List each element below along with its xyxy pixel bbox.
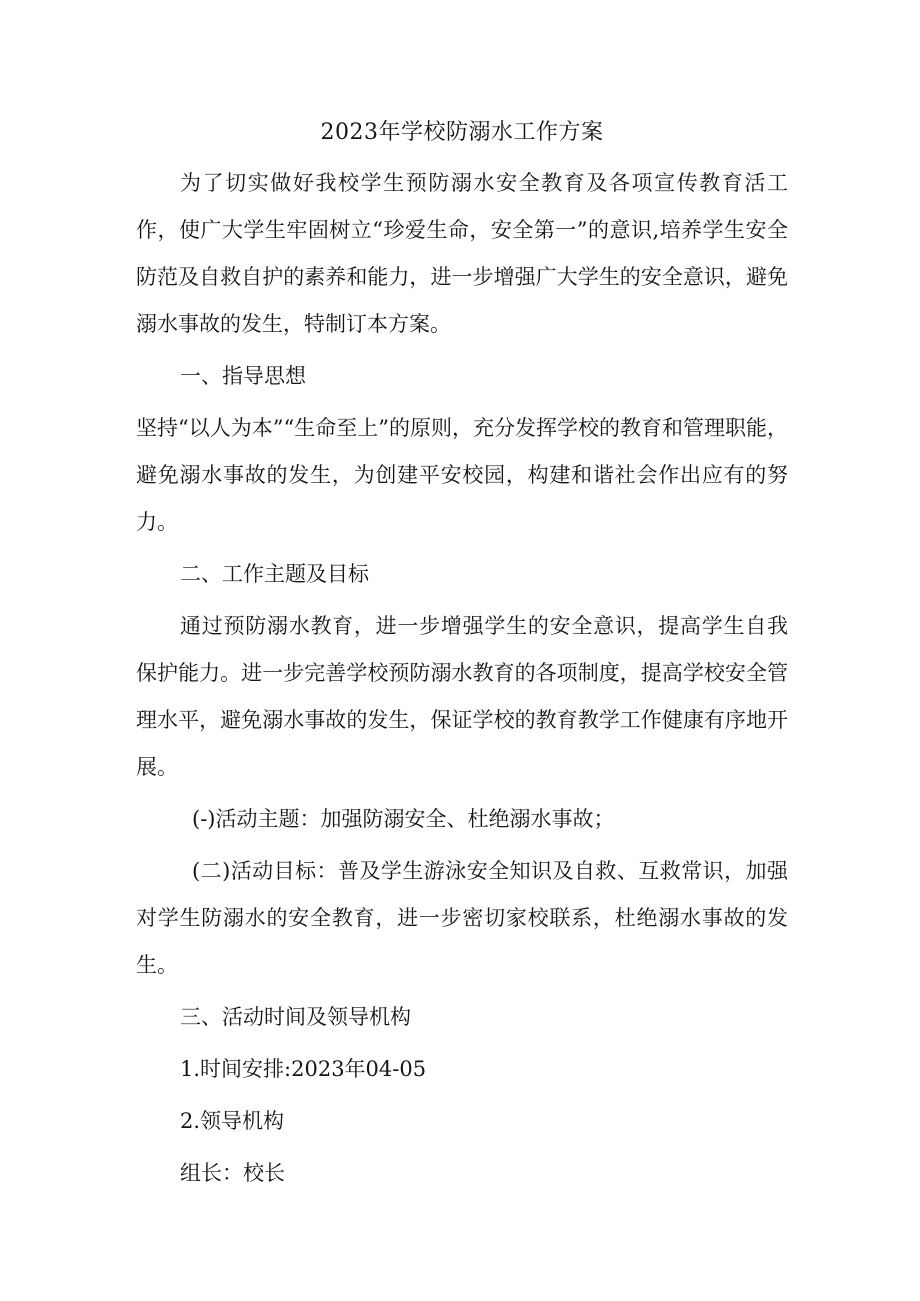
schedule-item: 1.时间安排:2023年04-05 — [180, 1057, 427, 1081]
theme-goals-paragraph: 通过预防溺水教育，进一步增强学生的安全意识，提高学生自我保护能力。进一步完善学校预防溺水教育的各项制度，提高学校安全管理水平，避免溺水事故的发生，保证学校的教育教学工作健康有序地开展。 — [136, 614, 788, 779]
section-heading-theme-goals: 二、工作主题及目标 — [180, 562, 369, 586]
activity-theme-paragraph: (-)活动主题：加强防溺安全、杜绝溺水事故； — [192, 807, 615, 831]
activity-goal-paragraph: (二)活动目标：普及学生游泳安全知识及自救、互救常识，加强对学生防溺水的安全教育，进一步密切家校联系，杜绝溺水事故的发生。 — [136, 859, 788, 977]
leadership-item: 2.领导机构 — [180, 1109, 285, 1133]
intro-paragraph: 为了切实做好我校学生预防溺水安全教育及各项宣传教育活工作，使广大学生牢固树立“珍爱生命，安全第一”的意识,培养学生安全防范及自救自护的素养和能力，进一步增强广大学生的安全意识，避免溺水事故的发生，特制订本方案。 — [136, 171, 788, 336]
group-leader-item: 组长：校长 — [180, 1161, 285, 1185]
document-title: 2023年学校防溺水工作方案 — [320, 120, 604, 145]
section-heading-guiding-ideology: 一、指导思想 — [180, 364, 306, 388]
section-heading-time-leadership: 三、活动时间及领导机构 — [180, 1005, 411, 1029]
guiding-ideology-paragraph: 坚持“以人为本”“生命至上”的原则，充分发挥学校的教育和管理职能，避免溺水事故的发生，为创建平安校园，构建和谐社会作出应有的努力。 — [136, 416, 788, 534]
